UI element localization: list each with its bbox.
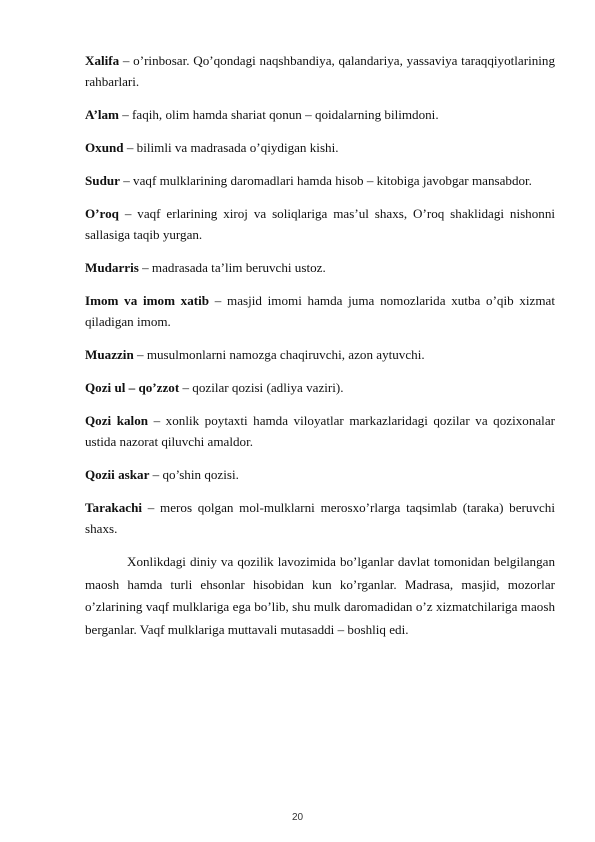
glossary-term: Xalifa [85, 53, 120, 68]
glossary-definition: – qo’shin qozisi. [149, 467, 239, 482]
glossary-term: A’lam [85, 107, 119, 122]
glossary-term: O’roq [85, 206, 119, 221]
glossary-definition: – vaqf erlarining xiroj va soliqlariga mas’ul shaxs, O’roq shaklidagi nishonni sallasiga taqib yurgan. [85, 206, 555, 242]
glossary-definition: – xonlik poytaxti hamda viloyatlar markazlaridagi qozilar va qozixonalar ustida nazorat qiluvchi amaldor. [85, 413, 555, 449]
glossary-term: Mudarris [85, 260, 139, 275]
glossary-entry [85, 170, 555, 191]
glossary-entry [85, 290, 555, 332]
body-paragraph: Xonlikdagi diniy va qozilik lavozimida bo’lganlar davlat tomonidan belgilangan maosh hamda turli ehsonlar hisobidan kun ko’rganlar. Madrasa, masjid, mozorlar o’zlarining vaqf mulklariga ega bo’lib, shu mulk daromadidan o’z xizmatchilariga maosh berganlar. Vaqf mulklariga muttavali mutasaddi – boshliq edi. [85, 554, 555, 637]
glossary-entry [85, 50, 555, 92]
glossary-term: Sudur [85, 173, 120, 188]
glossary-term: Qozi ul – qo’zzot [85, 380, 180, 395]
glossary-definition: – faqih, olim hamda shariat qonun – qoidalarning bilimdoni. [118, 107, 439, 122]
glossary-list [85, 50, 555, 539]
glossary-term: Imom va imom xatib [85, 293, 210, 308]
glossary-term: Qozii askar [85, 467, 150, 482]
glossary-definition: – qozilar qozisi (adliya vaziri). [179, 380, 344, 395]
glossary-entry [85, 344, 555, 365]
glossary-term: Qozi kalon [85, 413, 149, 428]
glossary-entry [85, 464, 555, 485]
glossary-entry [85, 410, 555, 452]
glossary-definition: – o’rinbosar. Qo’qondagi naqshbandiya, qalandariya, yassaviya taraqqiyotlarining rahbarlari. [85, 53, 555, 89]
glossary-entry [85, 377, 555, 398]
glossary-definition: – vaqf mulklarining daromadlari hamda hisob – kitobiga javobgar mansabdor. [119, 173, 532, 188]
glossary-entry [85, 497, 555, 539]
glossary-entry [85, 203, 555, 245]
glossary-definition: – masjid imomi hamda juma nomozlarida xutba o’qib xizmat qiladigan imom. [85, 293, 555, 329]
glossary-term: Oxund [85, 140, 124, 155]
page-number: 20 [291, 812, 304, 823]
glossary-entry [85, 137, 555, 158]
glossary-entry [85, 104, 555, 125]
document-page [85, 50, 555, 641]
glossary-definition: – madrasada ta’lim beruvchi ustoz. [138, 260, 326, 275]
glossary-definition: – meros qolgan mol-mulklarni merosxo’rlarga taqsimlab (taraka) beruvchi shaxs. [85, 500, 555, 536]
glossary-entry [85, 257, 555, 278]
glossary-term: Muazzin [85, 347, 134, 362]
glossary-definition: – musulmonlarni namozga chaqiruvchi, azon aytuvchi. [133, 347, 425, 362]
glossary-definition: – bilimli va madrasada o’qiydigan kishi. [123, 140, 339, 155]
glossary-term: Tarakachi [85, 500, 142, 515]
